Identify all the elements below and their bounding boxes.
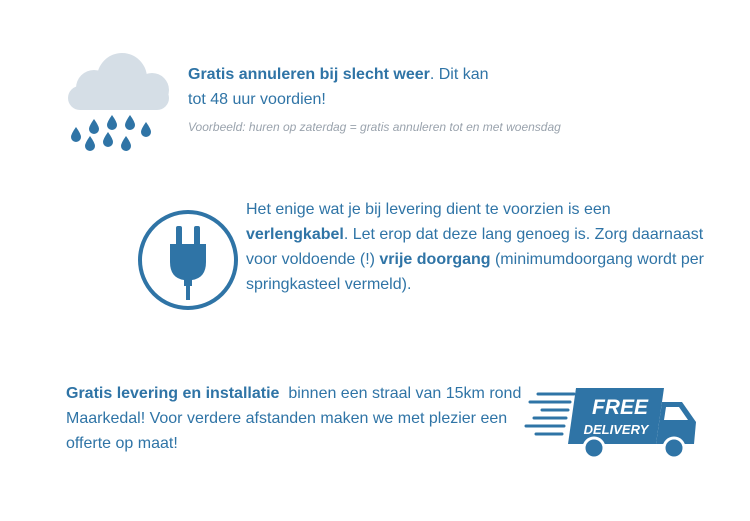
cable-bold-extension: verlengkabel [246, 226, 344, 243]
cable-requirements-text [246, 197, 716, 297]
weather-rest-line2: tot 48 uur voordien! [188, 91, 326, 108]
delivery-rest: binnen een straal van 15km rond Maarkedal! Voor verdere afstanden maken we met plezier een offerte op maat! [66, 385, 526, 452]
weather-cancellation-text [188, 62, 608, 112]
delivery-lead: Gratis levering en installatie [66, 385, 280, 402]
cable-bold-passage: vrije doorgang [379, 251, 491, 268]
weather-rest-line1: . Dit kan [429, 66, 489, 83]
badge-free-text: FREE [591, 396, 649, 419]
badge-delivery-text: DELIVERY [583, 422, 649, 437]
delivery-text [66, 381, 536, 456]
weather-example-note: Voorbeeld: huren op zaterdag = gratis annuleren tot en met woensdag [188, 120, 561, 134]
power-plug-icon [136, 208, 240, 312]
cable-mid: . Let erop dat deze lang genoeg is. Zorg daarnaast voor voldoende (!) [246, 226, 704, 268]
cable-intro: Het enige wat je bij levering dient te voorzien is een [246, 201, 611, 218]
weather-lead: Gratis annuleren bij slecht weer [188, 66, 430, 83]
cable-end: (minimumdoorgang wordt per springkasteel vermeld). [246, 251, 704, 293]
rain-cloud-icon [64, 50, 176, 158]
delivery-truck-icon [524, 386, 700, 460]
